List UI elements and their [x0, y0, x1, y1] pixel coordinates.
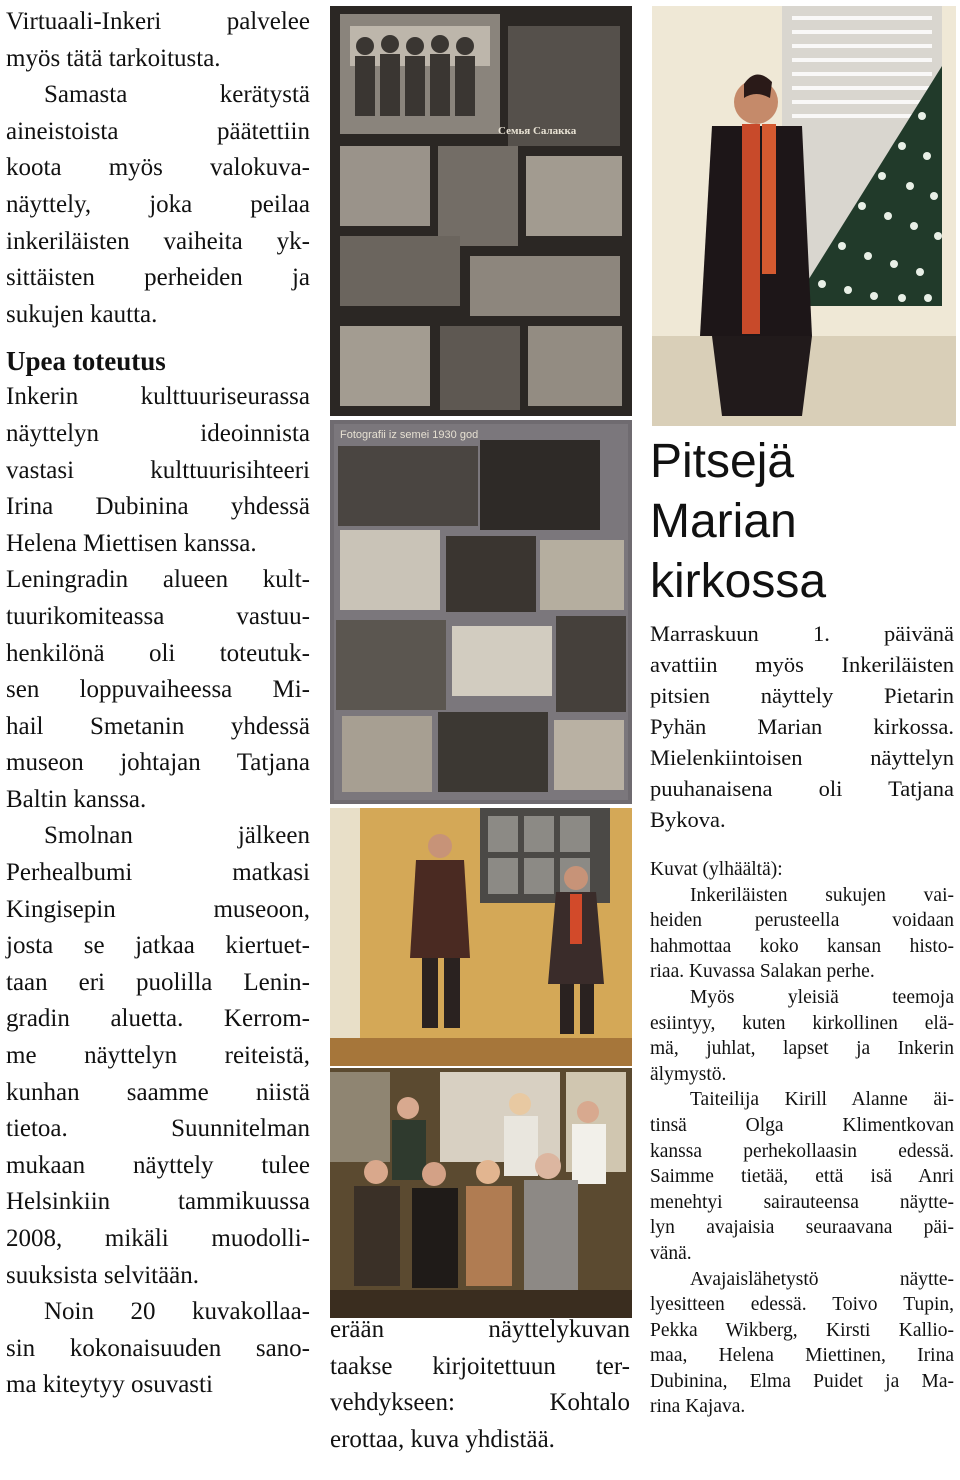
- text-line: suuksista selvitään.: [6, 1261, 200, 1289]
- text-line: henkilönä oli toteutuk-: [6, 639, 310, 667]
- photo-captions: [650, 857, 954, 1420]
- caption-line: vänä.: [650, 1242, 692, 1264]
- text-line: sen loppuvaiheessa Mi-: [6, 676, 310, 704]
- text-line: taakse kirjoitettuun ter-: [330, 1352, 630, 1380]
- text-line: Mielenkiintoisen näyttelyn: [650, 745, 954, 770]
- caption-line: Avajaislähetystö näytte-: [690, 1268, 954, 1290]
- caption-line: Pekka Wikberg, Kirsti Kallio-: [650, 1319, 954, 1341]
- text-line: näyttelyn ideoinnista: [6, 419, 310, 447]
- text-line: 2008, mikäli muodolli-: [6, 1225, 310, 1252]
- text-line: me näyttelyn reiteistä,: [6, 1042, 310, 1070]
- photo-family-poster: [330, 6, 632, 416]
- left-column: [6, 4, 310, 1404]
- text-line: sin kokonaisuuden sano-: [6, 1334, 310, 1362]
- caption-line: kanssa perhekollaasin edessä.: [650, 1140, 954, 1162]
- text-line: Irina Dubinina yhdessä: [6, 493, 310, 521]
- text-line: sittäisten perheiden ja: [6, 264, 310, 292]
- text-line: Kingisepin museoon,: [6, 895, 310, 923]
- caption-title: Kuvat (ylhäältä):: [650, 859, 783, 880]
- text-line: erottaa, kuva yhdistää.: [330, 1425, 555, 1453]
- text-line: hail Smetanin yhdessä: [6, 712, 310, 740]
- caption-line: Taiteilija Kirill Alanne äi-: [690, 1089, 954, 1111]
- caption-line: Saimme tietää, että isä Anri: [650, 1166, 954, 1188]
- poster-title-text: Семья Салакка: [498, 125, 577, 137]
- caption-line: menehtyi sairauteensa näytte-: [650, 1191, 954, 1213]
- text-line: Bykova.: [650, 807, 726, 832]
- caption-line: Inkeriläisten sukujen vai-: [690, 884, 954, 906]
- text-line: puuhanaisena oli Tatjana: [650, 776, 954, 801]
- text-line: aineistoista päätettiin: [6, 117, 310, 145]
- caption-line: tinsä Olga Klimentkovan: [650, 1114, 954, 1136]
- text-line: Pyhän Marian kirkossa.: [650, 714, 954, 739]
- middle-bottom-paragraph: [330, 1312, 630, 1458]
- caption-line: rina Kajava.: [650, 1396, 746, 1418]
- text-line: kunhan saamme niistä: [6, 1078, 310, 1106]
- text-line: Marraskuun 1. päivänä: [650, 621, 954, 646]
- text-line: gradin aluetta. Kerrom-: [6, 1005, 310, 1033]
- heading-pitseja-line2: kirkossa: [650, 555, 827, 608]
- text-line: museon johtajan Tatjana: [6, 749, 310, 777]
- caption-line: hahmottaa koko kansan histo-: [650, 935, 954, 957]
- caption-list: [650, 883, 954, 1420]
- right-column: [650, 432, 954, 1420]
- caption-line: lyn avajaisia seuraavana päi-: [650, 1217, 954, 1239]
- text-line: mukaan näyttely tulee: [6, 1151, 310, 1179]
- text-line: vastasi kulttuurisihteeri: [6, 456, 310, 484]
- text-line: Helena Miettisen kanssa.: [6, 529, 257, 557]
- text-line: sukujen kautta.: [6, 300, 158, 328]
- text-line: Baltin kanssa.: [6, 785, 147, 813]
- text-line: pitsien näyttely Pietarin: [650, 683, 954, 708]
- text-line: Helsinkiin tammikuussa: [6, 1188, 310, 1216]
- photo-collage-wall: [330, 420, 632, 804]
- text-line: josta se jatkaa kiertuet-: [6, 932, 310, 960]
- caption-line: esiintyy, kuten kirkollinen elä-: [650, 1012, 954, 1034]
- text-line: tietoa. Suunnitelman: [6, 1115, 310, 1143]
- caption-line: älymystö.: [650, 1063, 727, 1085]
- text-line: Perhealbumi matkasi: [6, 859, 310, 887]
- photo-artist-with-mother: [330, 808, 632, 1066]
- text-line: erään näyttelykuvan: [330, 1316, 630, 1343]
- text-line: Smolnan jälkeen: [44, 822, 310, 850]
- caption-line: riaa. Kuvassa Salakan perhe.: [650, 961, 875, 983]
- text-line: näyttely, joka peilaa: [6, 190, 310, 218]
- text-line: inkeriläisten vaiheita yk-: [6, 227, 310, 255]
- photo-delegation-group: [330, 1068, 632, 1318]
- body-paragraph: [6, 379, 310, 1404]
- text-line: koota myös valokuva-: [6, 154, 310, 182]
- photo-woman-with-lace: [652, 6, 956, 426]
- caption-line: Myös yleisiä teemoja: [690, 986, 954, 1008]
- text-line: taan eri puolilla Lenin-: [6, 968, 310, 996]
- right-body-paragraph: [650, 618, 954, 835]
- text-line: Leningradin alueen kult-: [6, 566, 310, 594]
- intro-paragraph: [6, 4, 310, 333]
- heading-pitseja-line1: Pitsejä Marian: [650, 435, 797, 548]
- text-line: Noin 20 kuvakollaa-: [44, 1298, 310, 1326]
- text-line: Inkerin kulttuuriseurassa: [6, 383, 310, 411]
- text-line: Virtuaali-Inkeri palvelee: [6, 8, 310, 35]
- text-line: Samasta kerätystä: [44, 81, 310, 109]
- collage-title-text: Fotografii iz semei 1930 god: [340, 429, 479, 441]
- caption-line: mä, juhlat, lapset ja Inkerin: [650, 1038, 954, 1060]
- caption-line: lyesitteen edessä. Toivo Tupin,: [650, 1294, 954, 1316]
- text-line: myös tätä tarkoitusta.: [6, 44, 221, 72]
- caption-line: Dubinina, Elma Puidet ja Ma-: [650, 1370, 954, 1392]
- text-line: avattiin myös Inkeriläisten: [650, 652, 954, 677]
- middle-text-column: [330, 1312, 630, 1458]
- text-line: vehdykseen: Kohtalo: [330, 1389, 630, 1417]
- text-line: tuurikomiteassa vastuu-: [6, 602, 310, 630]
- caption-line: heiden perusteella voidaan: [650, 910, 954, 932]
- text-line: ma kiteytyy osuvasti: [6, 1371, 213, 1399]
- section-heading-upea-toteutus: Upea toteutus: [6, 346, 166, 377]
- caption-line: maa, Helena Miettinen, Irina: [650, 1345, 954, 1367]
